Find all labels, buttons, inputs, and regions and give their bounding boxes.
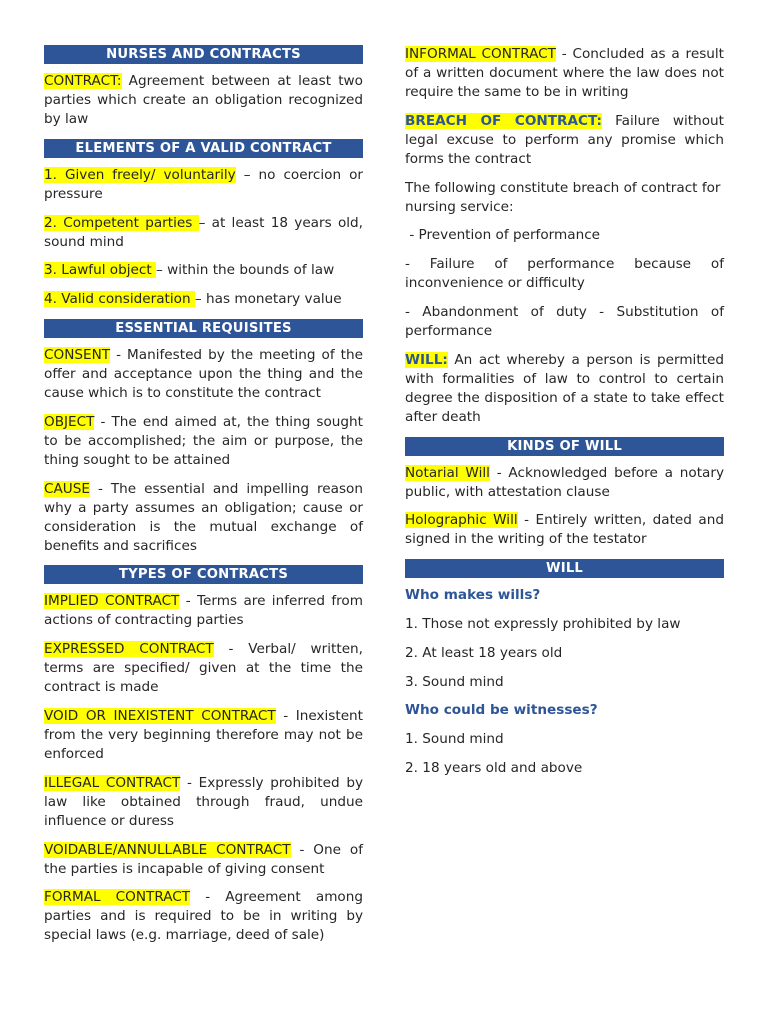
section-header-essential-requisites: ESSENTIAL REQUISITES xyxy=(44,319,363,338)
requisite-term: CONSENT xyxy=(44,346,111,363)
element-definition: – no coercion or pressure xyxy=(44,166,363,202)
definition-text: Agreement between at least two parties which create an obligation recognized by law xyxy=(44,73,363,127)
requisite-item xyxy=(44,413,363,470)
will-definition-text: An act whereby a person is permitted with formalities of law to control to certain degree the disposition of a state to take effect after death xyxy=(405,351,724,425)
contract-type-definition: - Inexistent from the very beginning therefore may not be enforced xyxy=(44,707,364,762)
right-column xyxy=(405,45,724,788)
contract-definition xyxy=(44,72,363,129)
breach-intro: The following constitute breach of contract for nursing service: xyxy=(405,179,721,215)
element-item xyxy=(44,214,363,252)
question-who-makes-wills: Who makes wills? xyxy=(405,587,541,604)
contract-type-item xyxy=(44,640,363,697)
informal-contract-definition: - Concluded as a result of a written document where the law does not require the same to be in writing xyxy=(405,46,725,100)
element-term: 2. Competent parties xyxy=(44,214,199,231)
will-kind-term: Notarial Will xyxy=(405,464,490,481)
requisite-term: OBJECT xyxy=(44,413,95,430)
question-who-could-be-witnesses: Who could be witnesses? xyxy=(405,702,598,719)
will-kind-term: Holographic Will xyxy=(405,512,518,529)
contract-type-item xyxy=(44,592,363,630)
contract-type-definition: - Expressly prohibited by law like obtained through fraud, undue influence or duress xyxy=(44,774,364,829)
section-header-will: WILL xyxy=(405,559,724,578)
element-item xyxy=(44,290,363,309)
contract-type-term: VOIDABLE/ANNULLABLE CONTRACT xyxy=(44,841,291,858)
section-header-elements: ELEMENTS OF A VALID CONTRACT xyxy=(44,139,363,158)
contract-type-term: EXPRESSED CONTRACT xyxy=(44,641,214,658)
requisite-item xyxy=(44,480,363,556)
requisite-term: CAUSE xyxy=(44,480,90,497)
contract-type-term: VOID OR INEXISTENT CONTRACT xyxy=(44,707,276,724)
contract-type-term: FORMAL CONTRACT xyxy=(44,889,191,906)
will-term: WILL: xyxy=(405,351,448,368)
element-item xyxy=(44,261,363,280)
contract-type-definition: - One of the parties is incapable of giving consent xyxy=(44,841,364,877)
element-definition: – has monetary value xyxy=(194,291,342,308)
breach-of-contract-term: BREACH OF CONTRACT: xyxy=(405,112,602,129)
element-definition: – at least 18 years old, sound mind xyxy=(44,214,363,250)
will-kind-definition: - Entirely written, dated and signed in the writing of the testator xyxy=(405,512,724,548)
will-definition xyxy=(405,351,724,427)
breach-list-item: - Prevention of performance xyxy=(405,227,601,244)
contract-type-definition: - Agreement among parties and is required to be in writing by special laws (e.g. marriage, deed of sale) xyxy=(44,889,363,944)
breach-of-contract-item xyxy=(405,112,724,169)
informal-contract-item xyxy=(405,45,724,102)
requisite-definition: - The essential and impelling reason why a party assumes an obligation; cause or consideration is the mutual exchange of benefits and sacrifices xyxy=(44,480,363,554)
will-kind-definition: - Acknowledged before a notary public, with attestation clause xyxy=(405,464,724,500)
section-header-nurses-and-contracts: NURSES AND CONTRACTS xyxy=(44,45,363,64)
contract-type-item xyxy=(44,707,363,764)
will-maker-item: 1. Those not expressly prohibited by law xyxy=(405,615,681,632)
will-kind-item xyxy=(405,511,724,549)
term-contract: CONTRACT: xyxy=(44,73,122,89)
breach-list-item: - Failure of performance because of inconvenience or difficulty xyxy=(405,256,724,292)
contract-type-item xyxy=(44,841,363,879)
contract-type-definition: - Verbal/ written, terms are specified/ given at the time the contract is made xyxy=(44,641,363,696)
breach-of-contract-definition: Failure without legal excuse to perform any promise which forms the contract xyxy=(405,112,724,167)
section-header-kinds-of-will: KINDS OF WILL xyxy=(405,437,724,456)
requisite-item xyxy=(44,346,363,403)
will-maker-item: 2. At least 18 years old xyxy=(405,644,563,661)
requisite-definition: - Manifested by the meeting of the offer and acceptance upon the thing and the cause which is to constitute the contract xyxy=(44,346,363,401)
element-term: 3. Lawful object xyxy=(44,262,157,279)
witness-item: 2. 18 years old and above xyxy=(405,759,583,776)
informal-contract-term: INFORMAL CONTRACT xyxy=(405,46,556,62)
element-term: 4. Valid consideration xyxy=(44,291,195,308)
contract-type-item xyxy=(44,888,363,945)
element-item xyxy=(44,166,363,204)
witness-item: 1. Sound mind xyxy=(405,731,504,748)
element-definition: – within the bounds of law xyxy=(156,262,335,279)
contract-type-term: ILLEGAL CONTRACT xyxy=(44,774,181,791)
contract-type-term: IMPLIED CONTRACT xyxy=(44,593,180,610)
contract-type-definition: - Terms are inferred from actions of contracting parties xyxy=(44,593,363,629)
breach-list-item: - Abandonment of duty - Substitution of performance xyxy=(405,303,724,339)
requisite-definition: - The end aimed at, the thing sought to be accomplished; the aim or purpose, the thing sought to be attained xyxy=(44,413,363,468)
will-maker-item: 3. Sound mind xyxy=(405,673,504,690)
will-kind-item xyxy=(405,464,724,502)
section-header-types-of-contracts: TYPES OF CONTRACTS xyxy=(44,565,363,584)
left-column xyxy=(44,45,363,955)
contract-type-item xyxy=(44,774,363,831)
element-term: 1. Given freely/ voluntarily xyxy=(44,166,236,183)
